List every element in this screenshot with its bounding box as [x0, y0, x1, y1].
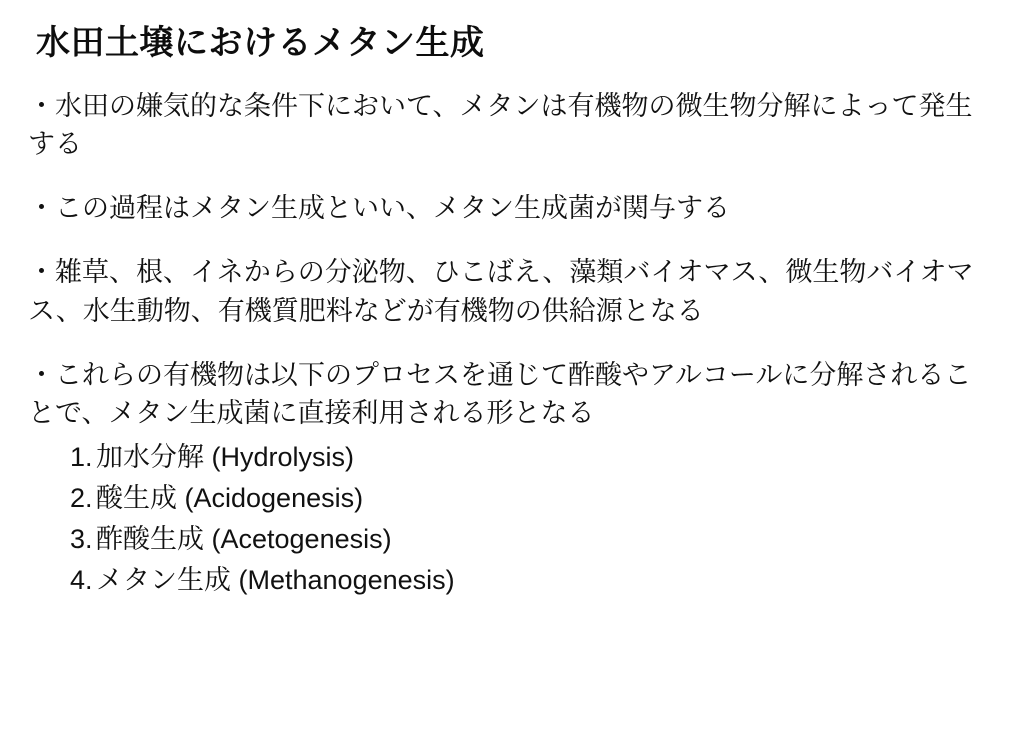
bullet-paragraph-2: ・この過程はメタン生成といい、メタン生成菌が関与する — [28, 193, 730, 224]
list-item-label: 酢酸生成 (Acetogenesis) — [96, 523, 392, 554]
list-item — [70, 560, 996, 601]
list-item-label: メタン生成 (Methanogenesis) — [96, 564, 455, 595]
bullet-paragraph-1: ・水田の嫌気的な条件下において、メタンは有機物の微生物分解によって発生する — [28, 90, 973, 159]
list-item-number: 4. — [70, 564, 93, 595]
process-steps-list — [28, 437, 996, 601]
slide-body — [24, 87, 1000, 601]
list-item-label: 酸生成 (Acidogenesis) — [96, 482, 364, 513]
list-item-number: 3. — [70, 523, 93, 554]
list-item-label: 加水分解 (Hydrolysis) — [96, 441, 355, 472]
list-item-number: 2. — [70, 482, 93, 513]
bullet-paragraph-3: ・雑草、根、イネからの分泌物、ひこばえ、藻類バイオマス、微生物バイオマス、水生動物、有機質肥料などが有機物の供給源となる — [28, 257, 974, 326]
list-item — [70, 519, 996, 560]
page-title: 水田土壌におけるメタン生成 — [36, 24, 485, 62]
bullet-paragraph-4: ・これらの有機物は以下のプロセスを通じて酢酸やアルコールに分解されることで、メタン生成菌に直接利用される形となる — [28, 360, 972, 429]
list-item — [70, 437, 996, 478]
list-item — [70, 478, 996, 519]
list-item-number: 1. — [70, 441, 93, 472]
